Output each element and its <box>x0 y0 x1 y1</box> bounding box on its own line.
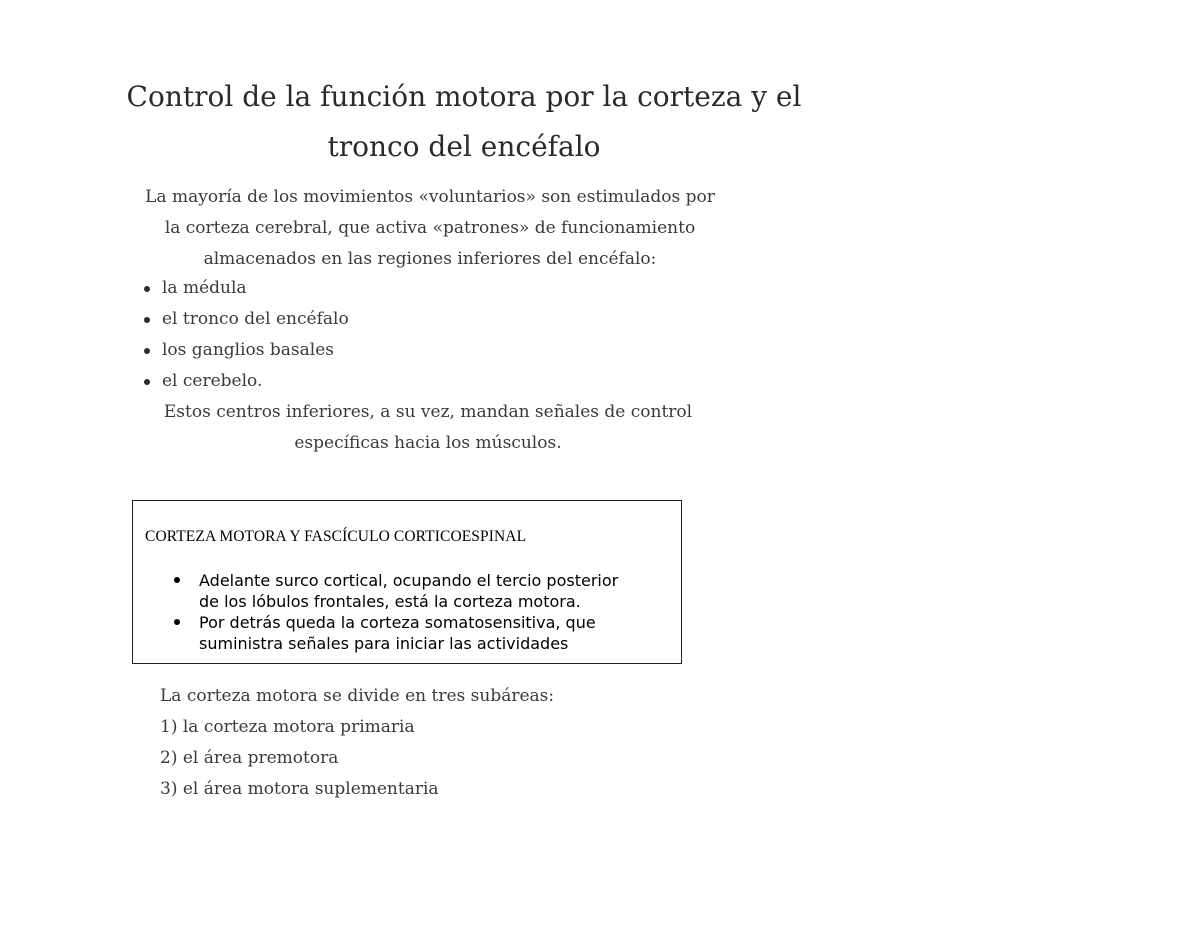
bullet-icon <box>144 286 150 292</box>
list-item: 2) el área premotora <box>160 748 339 768</box>
list-item <box>142 273 642 304</box>
title-line-2: tronco del encéfalo <box>327 130 601 163</box>
lower-centers-list <box>142 273 642 397</box>
list-item <box>142 304 642 335</box>
bullet-icon <box>174 619 180 625</box>
title-line-1: Control de la función motora por la corteza y el <box>126 80 802 113</box>
intro-line-1: La mayoría de los movimientos «voluntarios» son estimulados por <box>145 187 715 207</box>
bullet-icon <box>144 317 150 323</box>
bullet-icon <box>174 577 180 583</box>
outro-paragraph <box>138 397 718 459</box>
text-box[interactable] <box>132 500 682 664</box>
intro-line-3: almacenados en las regiones inferiores del encéfalo: <box>203 249 657 269</box>
intro-paragraph <box>120 182 740 275</box>
list-item <box>142 366 642 397</box>
page-title <box>108 72 820 172</box>
list-item <box>173 570 643 612</box>
subareas-list <box>160 681 680 805</box>
list-item-text: el tronco del encéfalo <box>162 309 349 329</box>
list-item: 3) el área motora suplementaria <box>160 779 439 799</box>
outro-line-2: específicas hacia los músculos. <box>294 433 562 453</box>
list-item-text: Adelante surco cortical, ocupando el tercio posterior de los lóbulos frontales, está la corteza motora. <box>199 571 619 611</box>
outro-line-1: Estos centros inferiores, a su vez, mandan señales de control <box>163 402 693 422</box>
list-item-text: el cerebelo. <box>162 371 263 391</box>
intro-line-2: la corteza cerebral, que activa «patrones» de funcionamiento <box>164 218 696 238</box>
bullet-icon <box>144 348 150 354</box>
list-item <box>142 335 642 366</box>
list-item-text: Por detrás queda la corteza somatosensitiva, que suministra señales para iniciar las actividades <box>199 613 596 653</box>
list-item: 1) la corteza motora primaria <box>160 717 415 737</box>
list-item-text: la médula <box>162 278 247 298</box>
text-box-heading: CORTEZA MOTORA Y FASCÍCULO CORTICOESPINAL <box>145 528 527 545</box>
list-item <box>173 612 643 654</box>
text-box-list <box>173 570 643 654</box>
list-item-text: los ganglios basales <box>162 340 334 360</box>
bullet-icon <box>144 379 150 385</box>
subareas-intro: La corteza motora se divide en tres subáreas: <box>160 686 555 706</box>
